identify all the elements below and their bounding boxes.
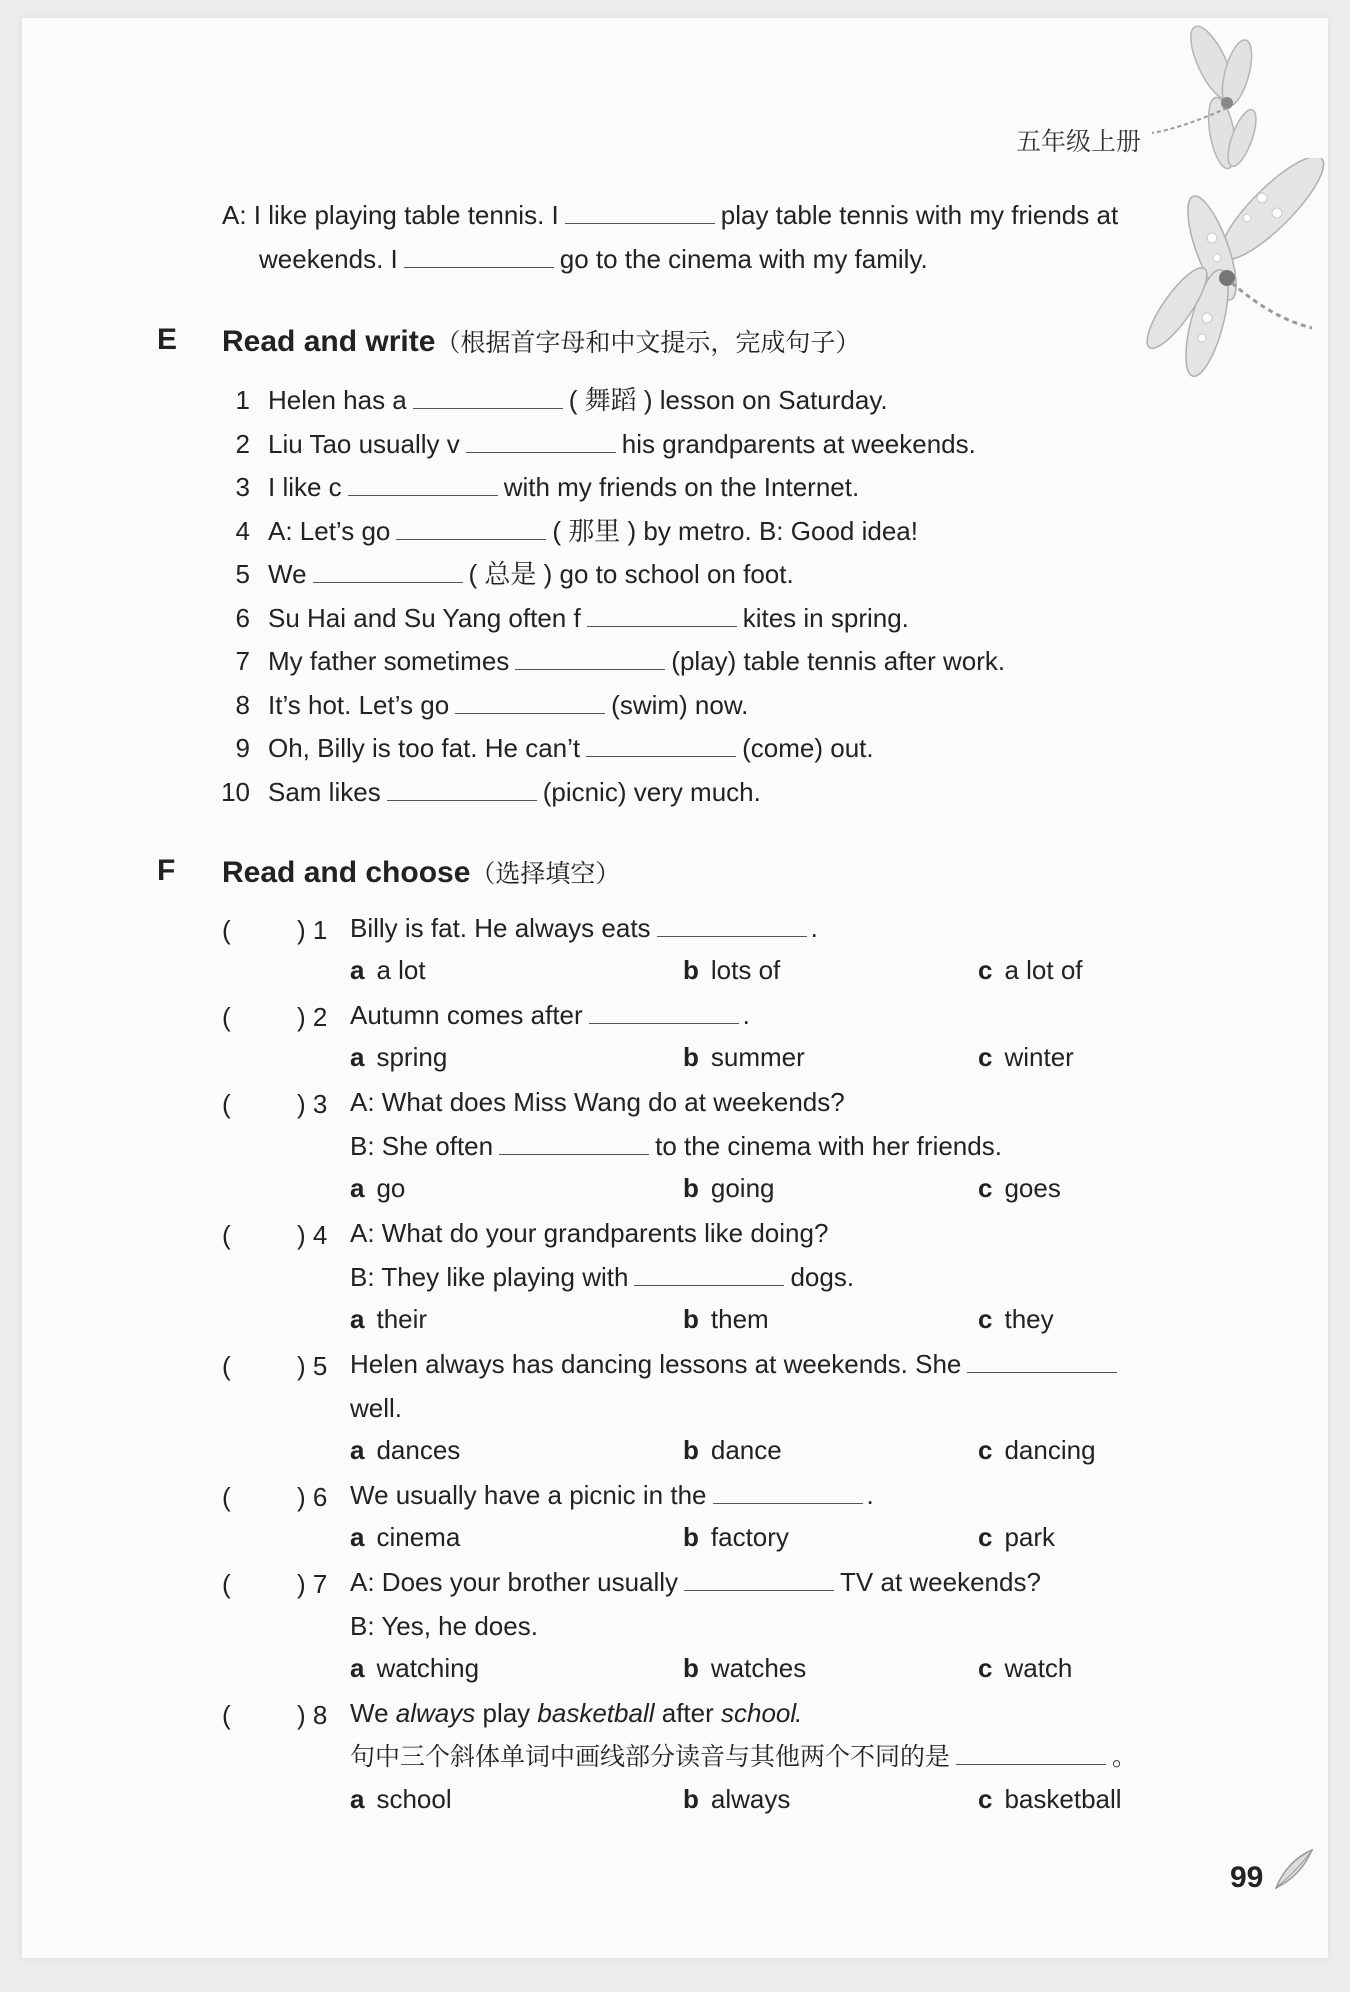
question-text: after xyxy=(661,1698,714,1728)
option-letter: b xyxy=(683,1173,699,1203)
answer-blank[interactable] xyxy=(499,1132,649,1155)
question-number: ) 1 xyxy=(297,915,328,945)
option-text: cinema xyxy=(376,1522,461,1552)
section-f-title xyxy=(222,854,620,890)
option-text: always xyxy=(710,1784,791,1814)
q7-line-2 xyxy=(350,1609,538,1643)
q3-line-1 xyxy=(350,1085,845,1119)
option-letter: b xyxy=(683,1435,699,1465)
option-letter: c xyxy=(978,1522,993,1552)
question-text: Autumn comes after xyxy=(350,1000,583,1030)
answer-paren[interactable]: ( xyxy=(222,1089,231,1119)
option-letter: c xyxy=(978,1435,993,1465)
option-text: spring xyxy=(376,1042,448,1072)
item-number: 5 xyxy=(235,559,250,589)
option-letter: a xyxy=(350,1653,365,1683)
option-text: watch xyxy=(1004,1653,1073,1683)
question-number: ) 8 xyxy=(297,1700,328,1730)
question-text: 句中三个斜体单词中画线部分读音与其他两个不同的是 xyxy=(350,1742,951,1771)
item-text: It’s hot. Let’s go xyxy=(268,690,450,720)
q3-option-b[interactable] xyxy=(683,1173,775,1204)
answer-paren[interactable]: ( xyxy=(222,1220,231,1250)
e-item-9 xyxy=(210,731,874,765)
option-text: park xyxy=(1004,1522,1056,1552)
option-letter: c xyxy=(978,1784,993,1814)
q7-line-1 xyxy=(350,1565,1041,1599)
q5-line-1 xyxy=(350,1347,1123,1381)
answer-paren[interactable]: ( xyxy=(222,1482,231,1512)
question-text: . xyxy=(742,1000,750,1030)
page-number: 99 xyxy=(1230,1861,1264,1894)
item-number: 10 xyxy=(221,777,250,807)
answer-blank[interactable] xyxy=(404,245,554,268)
answer-blank[interactable] xyxy=(387,778,537,801)
item-text: Sam likes xyxy=(268,777,381,807)
item-text: ( 总是 ) go to school on foot. xyxy=(468,559,794,589)
q1-option-b[interactable] xyxy=(683,955,780,986)
answer-blank[interactable] xyxy=(587,604,737,627)
q6-option-b[interactable] xyxy=(683,1522,789,1553)
item-text: We xyxy=(268,559,307,589)
section-e-title xyxy=(222,323,860,359)
q2-option-a[interactable] xyxy=(350,1042,447,1073)
question-text: dogs. xyxy=(790,1262,855,1292)
item-text: (play) table tennis after work. xyxy=(671,646,1006,676)
option-letter: b xyxy=(683,1042,699,1072)
question-text: B: Yes, he does. xyxy=(350,1611,538,1641)
option-text: dance xyxy=(710,1435,782,1465)
question-text: Billy is fat. He always eats xyxy=(350,913,651,943)
dragonfly-illustration-right xyxy=(1122,158,1328,398)
item-text: ( 舞蹈 ) lesson on Saturday. xyxy=(568,385,888,415)
option-text: a lot xyxy=(376,955,426,985)
item-number: 2 xyxy=(235,429,250,459)
item-number: 4 xyxy=(235,516,250,546)
q3-line-2 xyxy=(350,1129,1002,1163)
q4-option-c[interactable] xyxy=(978,1304,1054,1335)
question-number: ) 5 xyxy=(297,1351,328,1381)
question-number: ) 7 xyxy=(297,1569,328,1599)
question-number: ) 2 xyxy=(297,1002,328,1032)
q1-option-c[interactable] xyxy=(978,955,1083,986)
item-text: with my friends on the Internet. xyxy=(503,472,860,502)
q5-line-2 xyxy=(350,1391,402,1425)
item-text: Su Hai and Su Yang often f xyxy=(268,603,581,633)
question-text: B: They like playing with xyxy=(350,1262,629,1292)
q1-option-a[interactable] xyxy=(350,955,426,986)
q6-stem xyxy=(350,1478,874,1512)
option-text: winter xyxy=(1004,1042,1074,1072)
item-text: his grandparents at weekends. xyxy=(621,429,976,459)
option-text: summer xyxy=(710,1042,805,1072)
option-letter: a xyxy=(350,1435,365,1465)
option-letter: b xyxy=(683,955,699,985)
answer-blank[interactable] xyxy=(684,1568,834,1591)
answer-blank[interactable] xyxy=(657,914,807,937)
option-letter: b xyxy=(683,1304,699,1334)
q4-line-2 xyxy=(350,1260,854,1294)
q2-stem xyxy=(350,998,750,1032)
option-letter: a xyxy=(350,1042,365,1072)
option-text: factory xyxy=(710,1522,789,1552)
item-text: I like c xyxy=(268,472,342,502)
answer-blank[interactable] xyxy=(565,201,715,224)
question-number: ) 4 xyxy=(297,1220,328,1250)
question-text: . xyxy=(866,1480,874,1510)
question-text: Helen always has dancing lessons at weekends. She xyxy=(350,1349,962,1379)
option-letter: c xyxy=(978,1173,993,1203)
q6-option-a[interactable] xyxy=(350,1522,460,1553)
e-item-5 xyxy=(210,557,794,591)
question-text: A: Does your brother usually xyxy=(350,1567,679,1597)
q4-option-a[interactable] xyxy=(350,1304,427,1335)
answer-blank[interactable] xyxy=(586,734,736,757)
q5-option-c[interactable] xyxy=(978,1435,1096,1466)
q3-option-a[interactable] xyxy=(350,1173,405,1204)
option-letter: a xyxy=(350,1173,365,1203)
question-text: A: What does Miss Wang do at weekends? xyxy=(350,1087,845,1117)
question-text: B: She often xyxy=(350,1131,494,1161)
item-text: ( 那里 ) by metro. B: Good idea! xyxy=(552,516,918,546)
answer-blank[interactable] xyxy=(396,517,546,540)
q8-option-b[interactable] xyxy=(683,1784,790,1815)
q5-option-a[interactable] xyxy=(350,1435,460,1466)
section-e-title-text: Read and write xyxy=(222,325,436,358)
option-letter: a xyxy=(350,1522,365,1552)
answer-blank[interactable] xyxy=(515,647,665,670)
intro-text: play table tennis with my friends at xyxy=(720,200,1119,230)
question-text: play xyxy=(482,1698,531,1728)
answer-paren[interactable]: ( xyxy=(222,1700,231,1730)
answer-blank[interactable] xyxy=(466,430,616,453)
section-f-title-text: Read and choose xyxy=(222,856,471,889)
option-text: a lot of xyxy=(1004,955,1083,985)
option-letter: c xyxy=(978,1653,993,1683)
option-text: them xyxy=(710,1304,769,1334)
item-number: 9 xyxy=(235,733,250,763)
option-text: school xyxy=(376,1784,452,1814)
answer-blank[interactable] xyxy=(967,1350,1117,1373)
answer-blank[interactable] xyxy=(413,386,563,409)
e-item-10 xyxy=(210,775,761,809)
question-text: . xyxy=(810,913,818,943)
italic-word-always: always xyxy=(395,1698,476,1728)
e-item-1 xyxy=(210,383,888,417)
option-text: goes xyxy=(1004,1173,1061,1203)
item-number: 8 xyxy=(235,690,250,720)
e-item-2 xyxy=(210,427,976,461)
option-letter: a xyxy=(350,1784,365,1814)
question-text: We xyxy=(350,1698,389,1728)
question-text: . xyxy=(794,1698,802,1728)
option-text: going xyxy=(710,1173,775,1203)
q4-line-1 xyxy=(350,1216,828,1250)
item-number: 7 xyxy=(235,646,250,676)
option-text: watches xyxy=(710,1653,807,1683)
q8-chinese-instruction xyxy=(350,1740,1137,1774)
option-text: dancing xyxy=(1004,1435,1096,1465)
section-e-note: （根据首字母和中文提示，完成句子） xyxy=(435,328,861,357)
option-text: basketball xyxy=(1004,1784,1122,1814)
q8-option-a[interactable] xyxy=(350,1784,452,1815)
answer-paren[interactable]: ( xyxy=(222,1569,231,1599)
item-number: 1 xyxy=(235,385,250,415)
question-number: ) 6 xyxy=(297,1482,328,1512)
question-number: ) 3 xyxy=(297,1089,328,1119)
option-text: lots of xyxy=(710,955,781,985)
item-number: 6 xyxy=(235,603,250,633)
answer-blank[interactable] xyxy=(455,691,605,714)
section-f-letter: F xyxy=(157,854,176,887)
option-text: watching xyxy=(376,1653,480,1683)
option-text: they xyxy=(1004,1304,1054,1334)
q5-option-b[interactable] xyxy=(683,1435,782,1466)
option-letter: b xyxy=(683,1522,699,1552)
answer-paren[interactable]: ( xyxy=(222,1351,231,1381)
answer-blank[interactable] xyxy=(589,1001,739,1024)
answer-paren[interactable]: ( xyxy=(222,915,231,945)
e-item-7 xyxy=(210,644,1005,678)
e-item-3 xyxy=(210,470,859,504)
italic-word-school: school xyxy=(721,1698,797,1728)
option-letter: c xyxy=(978,955,993,985)
q1-stem xyxy=(350,911,818,945)
intro-text: go to the cinema with my family. xyxy=(559,244,928,274)
italic-word-basketball: basketball xyxy=(537,1698,655,1728)
option-letter: b xyxy=(683,1784,699,1814)
item-number: 3 xyxy=(235,472,250,502)
intro-text: weekends. I xyxy=(259,244,398,274)
q8-stem xyxy=(350,1696,801,1730)
q7-option-c[interactable] xyxy=(978,1653,1072,1684)
option-text: dances xyxy=(376,1435,461,1465)
leaf-icon xyxy=(1272,1848,1314,1892)
answer-blank[interactable] xyxy=(348,473,498,496)
question-text: A: What do your grandparents like doing? xyxy=(350,1218,829,1248)
option-letter: c xyxy=(978,1304,993,1334)
intro-line-1 xyxy=(222,198,1118,232)
question-text: 。 xyxy=(1112,1742,1138,1771)
q6-option-c[interactable] xyxy=(978,1522,1055,1553)
answer-blank[interactable] xyxy=(956,1742,1106,1765)
item-text: A: Let’s go xyxy=(268,516,391,546)
intro-line-2 xyxy=(259,242,928,276)
option-letter: b xyxy=(683,1653,699,1683)
q7-option-a[interactable] xyxy=(350,1653,479,1684)
grade-label: 五年级上册 xyxy=(1016,127,1142,156)
q8-option-c[interactable] xyxy=(978,1784,1122,1815)
answer-blank[interactable] xyxy=(713,1481,863,1504)
question-text: well. xyxy=(350,1393,403,1423)
item-text: Liu Tao usually v xyxy=(268,429,460,459)
option-letter: c xyxy=(978,1042,993,1072)
section-f-note: （选择填空） xyxy=(470,859,621,888)
option-text: their xyxy=(376,1304,428,1334)
e-item-8 xyxy=(210,688,748,722)
item-text: (come) out. xyxy=(742,733,874,763)
item-text: (swim) now. xyxy=(611,690,749,720)
item-text: (picnic) very much. xyxy=(542,777,761,807)
dragonfly-illustration-top xyxy=(1142,18,1262,178)
item-text: Helen has a xyxy=(268,385,407,415)
item-text: Oh, Billy is too fat. He can’t xyxy=(268,733,581,763)
option-letter: a xyxy=(350,955,365,985)
option-text: go xyxy=(376,1173,406,1203)
answer-paren[interactable]: ( xyxy=(222,1002,231,1032)
q4-option-b[interactable] xyxy=(683,1304,769,1335)
answer-blank[interactable] xyxy=(634,1263,784,1286)
e-item-6 xyxy=(210,601,909,635)
answer-blank[interactable] xyxy=(313,560,463,583)
question-text: to the cinema with her friends. xyxy=(655,1131,1002,1161)
section-e-letter: E xyxy=(157,323,178,356)
item-text: kites in spring. xyxy=(742,603,909,633)
workbook-page xyxy=(22,18,1328,1958)
q2-option-b[interactable] xyxy=(683,1042,805,1073)
q7-option-b[interactable] xyxy=(683,1653,806,1684)
question-text: TV at weekends? xyxy=(840,1567,1041,1597)
question-text: We usually have a picnic in the xyxy=(350,1480,707,1510)
e-item-4 xyxy=(210,514,918,548)
item-text: My father sometimes xyxy=(268,646,510,676)
option-letter: a xyxy=(350,1304,365,1334)
intro-text: A: I like playing table tennis. I xyxy=(222,200,559,230)
q3-option-c[interactable] xyxy=(978,1173,1061,1204)
q2-option-c[interactable] xyxy=(978,1042,1074,1073)
